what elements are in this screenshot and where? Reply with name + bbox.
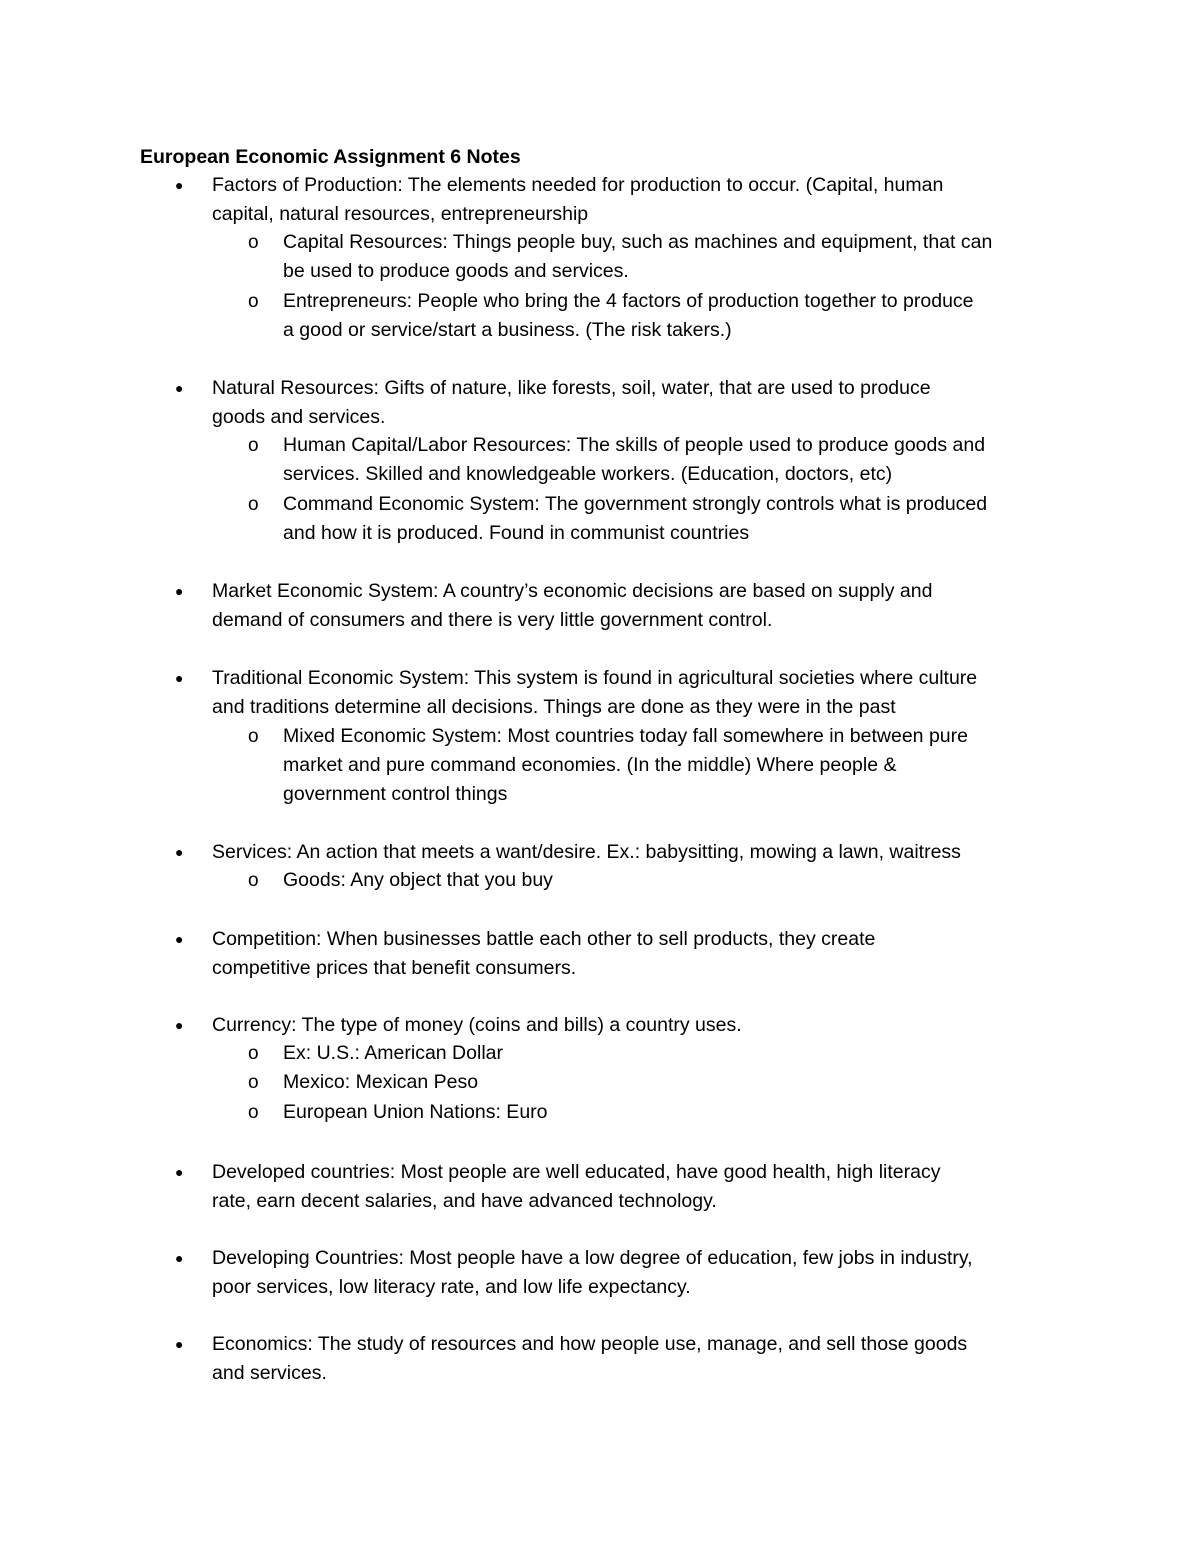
sub-bullet-item: [248, 287, 1073, 345]
item-text-line: Developed countries: Most people are well educated, have good health, high literacy: [212, 1161, 941, 1183]
bullet-item: [175, 1011, 1072, 1040]
item-text-line: Traditional Economic System: This system is found in agricultural societies where culture: [212, 667, 978, 689]
item-text-line: Natural Resources: Gifts of nature, like forests, soil, water, that are used to produce: [212, 377, 931, 399]
sub-bullet-marker: o: [248, 435, 259, 456]
sub-bullet-item: [248, 722, 1073, 809]
sub-bullet-item: [248, 1068, 1073, 1097]
bullet-marker: ●: [175, 380, 184, 396]
item-text-line: Entrepreneurs: People who bring the 4 factors of production together to produce: [283, 290, 974, 312]
bullet-item: [175, 925, 1072, 983]
bullet-item: [175, 374, 1072, 432]
item-text-line: and services.: [212, 1362, 327, 1384]
bullet-item: [175, 664, 1072, 722]
sub-bullet-marker: o: [248, 726, 259, 747]
document-title: European Economic Assignment 6 Notes: [140, 146, 521, 168]
bullet-item: [175, 1244, 1072, 1302]
item-text-line: goods and services.: [212, 406, 386, 428]
sub-bullet-marker: o: [248, 1102, 259, 1123]
item-text-line: rate, earn decent salaries, and have advanced technology.: [212, 1190, 717, 1212]
bullet-marker: ●: [175, 844, 184, 860]
item-text-line: Factors of Production: The elements needed for production to occur. (Capital, human: [212, 174, 944, 196]
item-text-line: and traditions determine all decisions. Things are done as they were in the past: [212, 696, 896, 718]
bullet-item: [175, 171, 1072, 229]
item-text-line: Services: An action that meets a want/desire. Ex.: babysitting, mowing a lawn, waitress: [212, 841, 961, 863]
sub-bullet-item: [248, 1039, 1073, 1068]
item-text-line: government control things: [283, 783, 508, 805]
sub-bullet-marker: o: [248, 1043, 259, 1064]
sub-bullet-marker: o: [248, 232, 259, 253]
item-text-line: Economics: The study of resources and how people use, manage, and sell those goods: [212, 1333, 968, 1355]
bullet-item: [175, 838, 1072, 867]
sub-bullet-item: [248, 1098, 1073, 1127]
sub-bullet-item: [248, 431, 1073, 489]
item-text-line: capital, natural resources, entrepreneurship: [212, 203, 589, 225]
item-text-line: competitive prices that benefit consumers.: [212, 957, 577, 979]
bullet-item: [175, 1330, 1072, 1388]
sub-bullet-item: [248, 228, 1073, 286]
bullet-item: [175, 1158, 1072, 1216]
item-text-line: Currency: The type of money (coins and bills) a country uses.: [212, 1014, 742, 1036]
bullet-marker: ●: [175, 1017, 184, 1033]
sub-bullet-item: [248, 490, 1073, 548]
item-text-line: market and pure command economies. (In the middle) Where people &: [283, 754, 897, 776]
sub-bullet-marker: o: [248, 1072, 259, 1093]
item-text-line: and how it is produced. Found in communist countries: [283, 522, 750, 544]
item-text-line: poor services, low literacy rate, and low life expectancy.: [212, 1276, 691, 1298]
bullet-marker: ●: [175, 583, 184, 599]
item-text-line: a good or service/start a business. (The risk takers.): [283, 319, 732, 341]
item-text-line: Mixed Economic System: Most countries today fall somewhere in between pure: [283, 725, 968, 747]
bullet-item: [175, 577, 1072, 635]
bullet-marker: ●: [175, 1250, 184, 1266]
item-text-line: Capital Resources: Things people buy, such as machines and equipment, that can: [283, 231, 993, 253]
sub-bullet-marker: o: [248, 494, 259, 515]
item-text-line: European Union Nations: Euro: [283, 1101, 548, 1123]
bullet-marker: ●: [175, 670, 184, 686]
item-text-line: Command Economic System: The government strongly controls what is produced: [283, 493, 988, 515]
item-text-line: Goods: Any object that you buy: [283, 869, 553, 891]
bullet-marker: ●: [175, 931, 184, 947]
sub-bullet-marker: o: [248, 291, 259, 312]
bullet-marker: ●: [175, 1336, 184, 1352]
item-text-line: Market Economic System: A country’s economic decisions are based on supply and: [212, 580, 933, 602]
item-text-line: services. Skilled and knowledgeable workers. (Education, doctors, etc): [283, 463, 893, 485]
item-text-line: Human Capital/Labor Resources: The skills of people used to produce goods and: [283, 434, 986, 456]
item-text-line: demand of consumers and there is very little government control.: [212, 609, 773, 631]
item-text-line: Ex: U.S.: American Dollar: [283, 1042, 503, 1064]
bullet-marker: ●: [175, 177, 184, 193]
sub-bullet-marker: o: [248, 870, 259, 891]
item-text-line: be used to produce goods and services.: [283, 260, 629, 282]
bullet-marker: ●: [175, 1164, 184, 1180]
item-text-line: Mexico: Mexican Peso: [283, 1071, 479, 1093]
item-text-line: Developing Countries: Most people have a low degree of education, few jobs in industry,: [212, 1247, 973, 1269]
sub-bullet-item: [248, 866, 1073, 895]
item-text-line: Competition: When businesses battle each other to sell products, they create: [212, 928, 876, 950]
